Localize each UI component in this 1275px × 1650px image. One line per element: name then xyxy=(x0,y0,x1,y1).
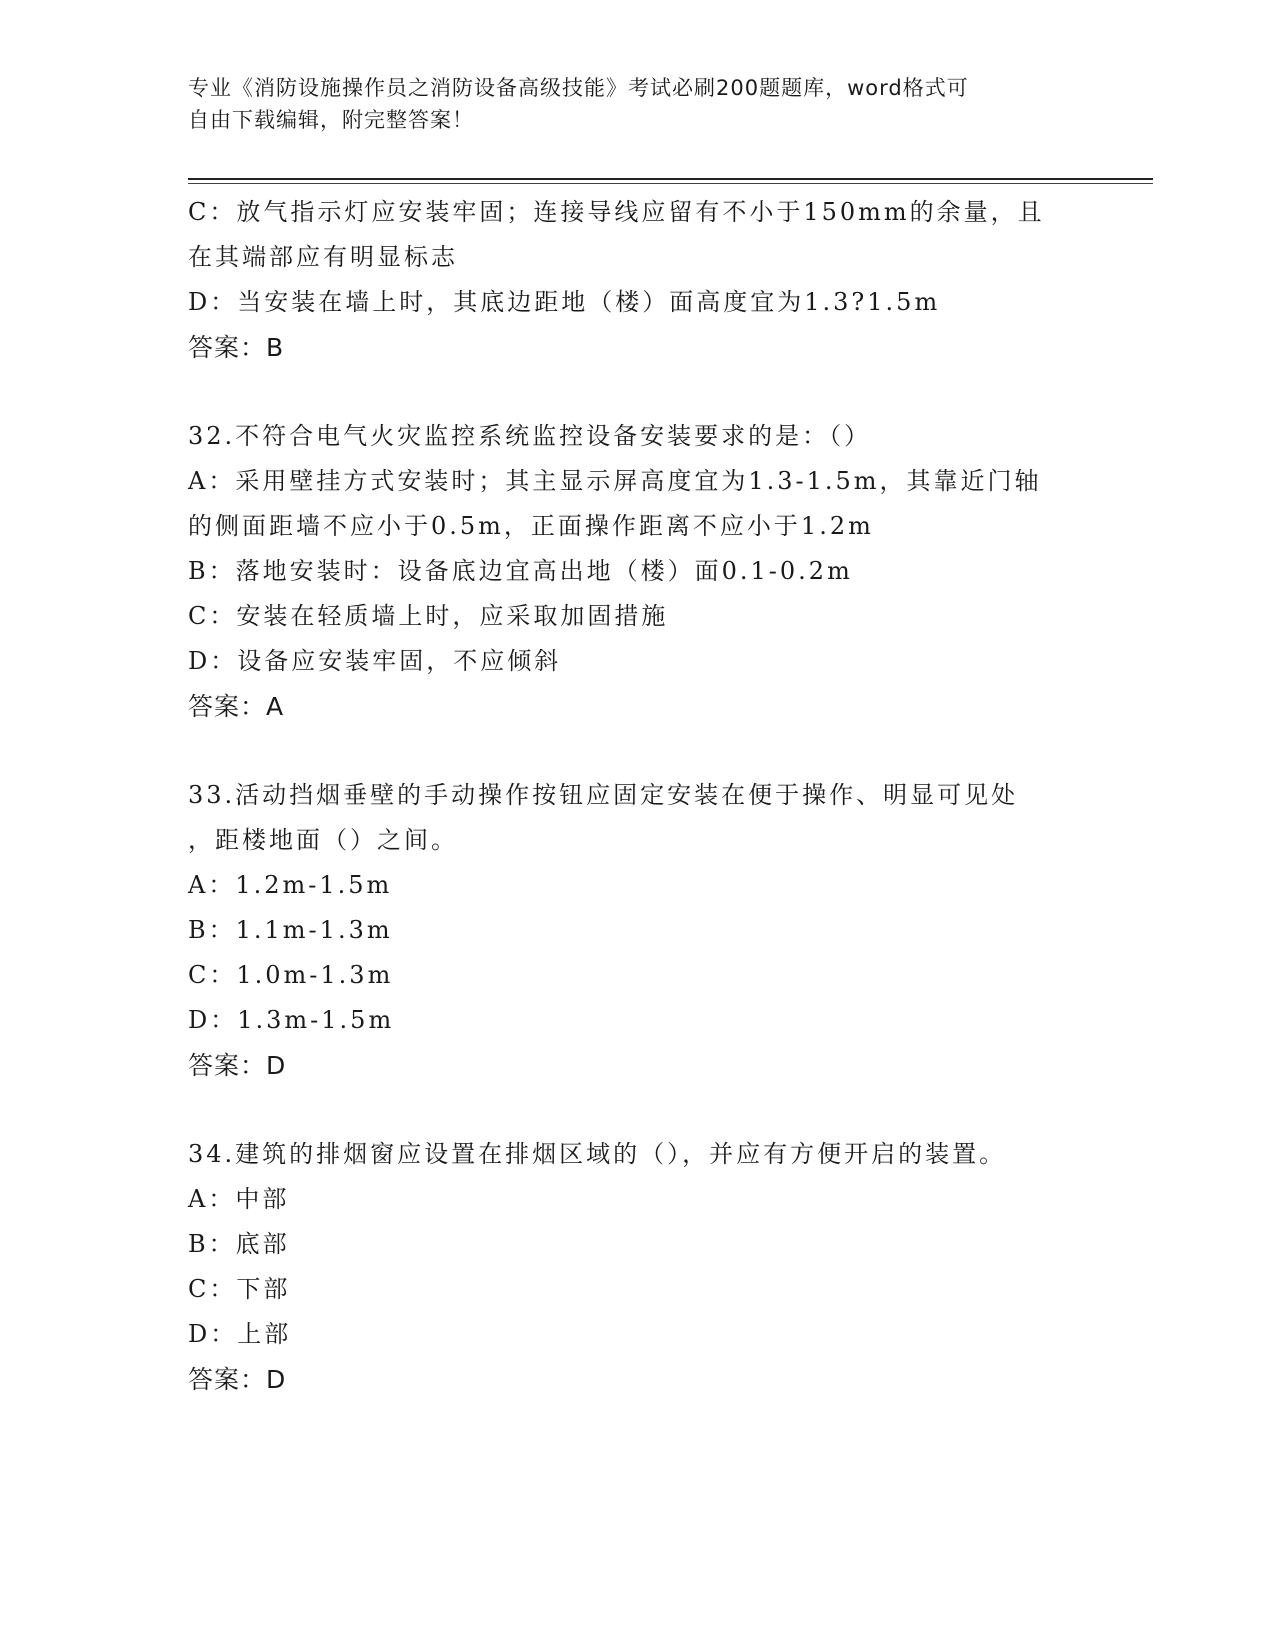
spacer xyxy=(188,1088,1088,1132)
option-b: B：落地安装时：设备底边宜高出地（楼）面0.1-0.2m xyxy=(188,557,853,585)
option-d: D：上部 xyxy=(188,1320,292,1348)
question-stem-line-1: 33.活动挡烟垂壁的手动操作按钮应固定安装在便于操作、明显可见处 xyxy=(188,781,1019,809)
option-d: D：设备应安装牢固，不应倾斜 xyxy=(188,647,562,675)
option-c-line-1: C：放气指示灯应安装牢固；连接导线应留有不小于150mm的余量，且 xyxy=(188,198,1045,226)
answer: 答案：A xyxy=(188,692,285,721)
option-c: C：下部 xyxy=(188,1275,291,1303)
answer: 答案：D xyxy=(188,1365,287,1394)
document-body xyxy=(188,190,1088,1402)
header-divider-thin xyxy=(188,183,1153,184)
header-line-2: 自由下载编辑，附完整答案！ xyxy=(188,108,474,132)
option-c: C：1.0m-1.3m xyxy=(188,961,394,989)
option-d: D：当安装在墙上时，其底边距地（楼）面高度宜为1.3?1.5m xyxy=(188,288,941,316)
option-c: C：安装在轻质墙上时，应采取加固措施 xyxy=(188,602,669,630)
question-stem-line-2: ，距楼地面（）之间。 xyxy=(188,826,458,854)
header-line-1: 专业《消防设施操作员之消防设备高级技能》考试必刷200题题库，word格式可 xyxy=(188,76,969,100)
option-d: D：1.3m-1.5m xyxy=(188,1006,395,1034)
option-a: A：1.2m-1.5m xyxy=(188,871,393,899)
spacer xyxy=(188,729,1088,773)
option-b: B：底部 xyxy=(188,1230,290,1258)
option-b: B：1.1m-1.3m xyxy=(188,916,393,944)
previous-question-continuation xyxy=(188,190,1088,370)
question-32 xyxy=(188,414,1088,729)
option-c-line-2: 在其端部应有明显标志 xyxy=(188,243,458,271)
page-header xyxy=(188,72,1088,136)
option-a: A：中部 xyxy=(188,1185,290,1213)
question-stem: 34.建筑的排烟窗应设置在排烟区域的（），并应有方便开启的装置。 xyxy=(188,1140,1007,1168)
spacer xyxy=(188,370,1088,414)
answer: 答案：B xyxy=(188,333,285,362)
question-34 xyxy=(188,1132,1088,1402)
answer: 答案：D xyxy=(188,1051,287,1080)
question-stem: 32.不符合电气火灾监控系统监控设备安装要求的是：（） xyxy=(188,422,872,450)
question-33 xyxy=(188,773,1088,1088)
option-a-line-1: A：采用壁挂方式安装时；其主显示屏高度宜为1.3-1.5m，其靠近门轴 xyxy=(188,467,1042,495)
header-divider-thick xyxy=(188,178,1153,180)
option-a-line-2: 的侧面距墙不应小于0.5m，正面操作距离不应小于1.2m xyxy=(188,512,874,540)
